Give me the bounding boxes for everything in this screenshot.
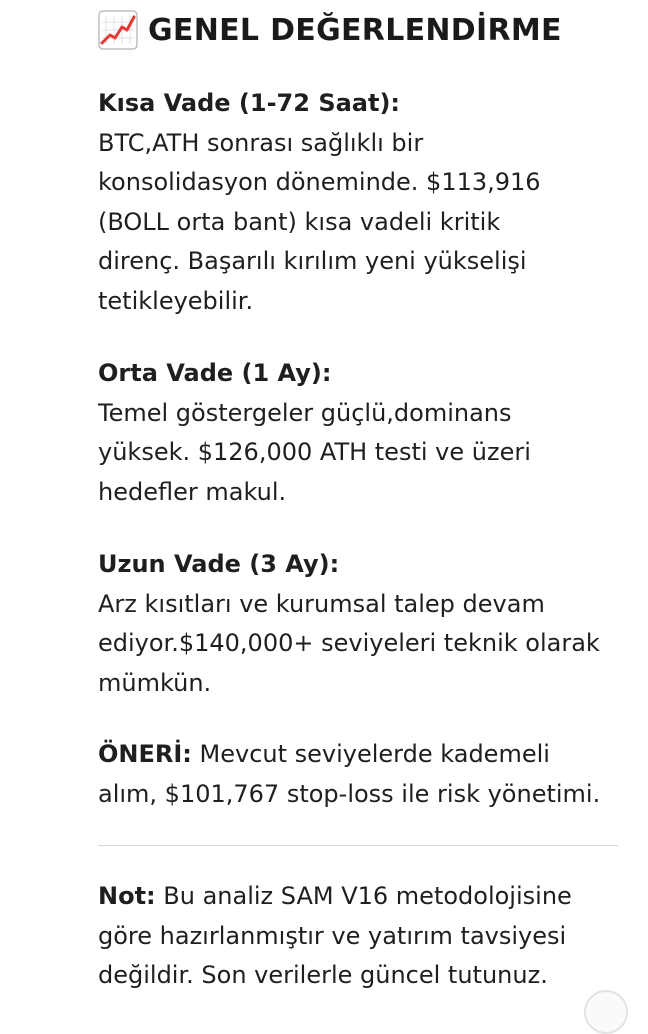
short-term-line: tetikleyebilir. xyxy=(98,286,254,315)
divider xyxy=(98,845,618,846)
section-heading xyxy=(98,8,562,52)
long-term-line: mümkün. xyxy=(98,668,212,697)
advice-label: ÖNERİ: xyxy=(98,740,192,768)
short-term-line: direnç. Başarılı kırılım yeni yükselişi xyxy=(98,247,527,275)
chart-increasing-icon xyxy=(98,10,138,50)
mid-term-line: Temel göstergeler güçlü,dominans xyxy=(98,398,512,427)
mid-term-section xyxy=(98,354,638,512)
note-label: Not: xyxy=(98,882,156,910)
long-term-section xyxy=(98,545,638,703)
mid-term-title: Orta Vade (1 Ay): xyxy=(98,359,332,387)
long-term-title: Uzun Vade (3 Ay): xyxy=(98,550,340,578)
note-section xyxy=(98,877,638,996)
short-term-line: BTC,ATH sonrası sağlıklı bir xyxy=(98,128,424,157)
note-text: Bu analiz SAM V16 metodolojisine xyxy=(155,882,572,910)
advice-line: alım, $101,767 stop-loss ile risk yönetimi. xyxy=(98,779,601,808)
advice-text: Mevcut seviyelerde kademeli xyxy=(191,740,550,768)
short-term-section xyxy=(98,84,638,321)
short-term-title: Kısa Vade (1-72 Saat): xyxy=(98,89,401,117)
floating-scroll-button[interactable] xyxy=(584,990,628,1034)
note-line: göre hazırlanmıştır ve yatırım tavsiyesi xyxy=(98,921,567,950)
short-term-line: (BOLL orta bant) kısa vadeli kritik xyxy=(98,207,501,236)
advice-line xyxy=(98,735,638,775)
mid-term-line: hedefler makul. xyxy=(98,477,287,506)
note-line: değildir. Son verilerle güncel tutunuz. xyxy=(98,961,548,989)
long-term-line: ediyor.$140,000+ seviyeleri teknik olarak xyxy=(98,629,600,657)
mid-term-line: yüksek. $126,000 ATH testi ve üzeri xyxy=(98,438,531,466)
long-term-line: Arz kısıtları ve kurumsal talep devam xyxy=(98,589,545,618)
short-term-line: konsolidasyon döneminde. $113,916 xyxy=(98,168,541,196)
advice-section xyxy=(98,735,638,814)
note-line xyxy=(98,877,638,917)
page-title: GENEL DEĞERLENDİRME xyxy=(148,12,562,48)
